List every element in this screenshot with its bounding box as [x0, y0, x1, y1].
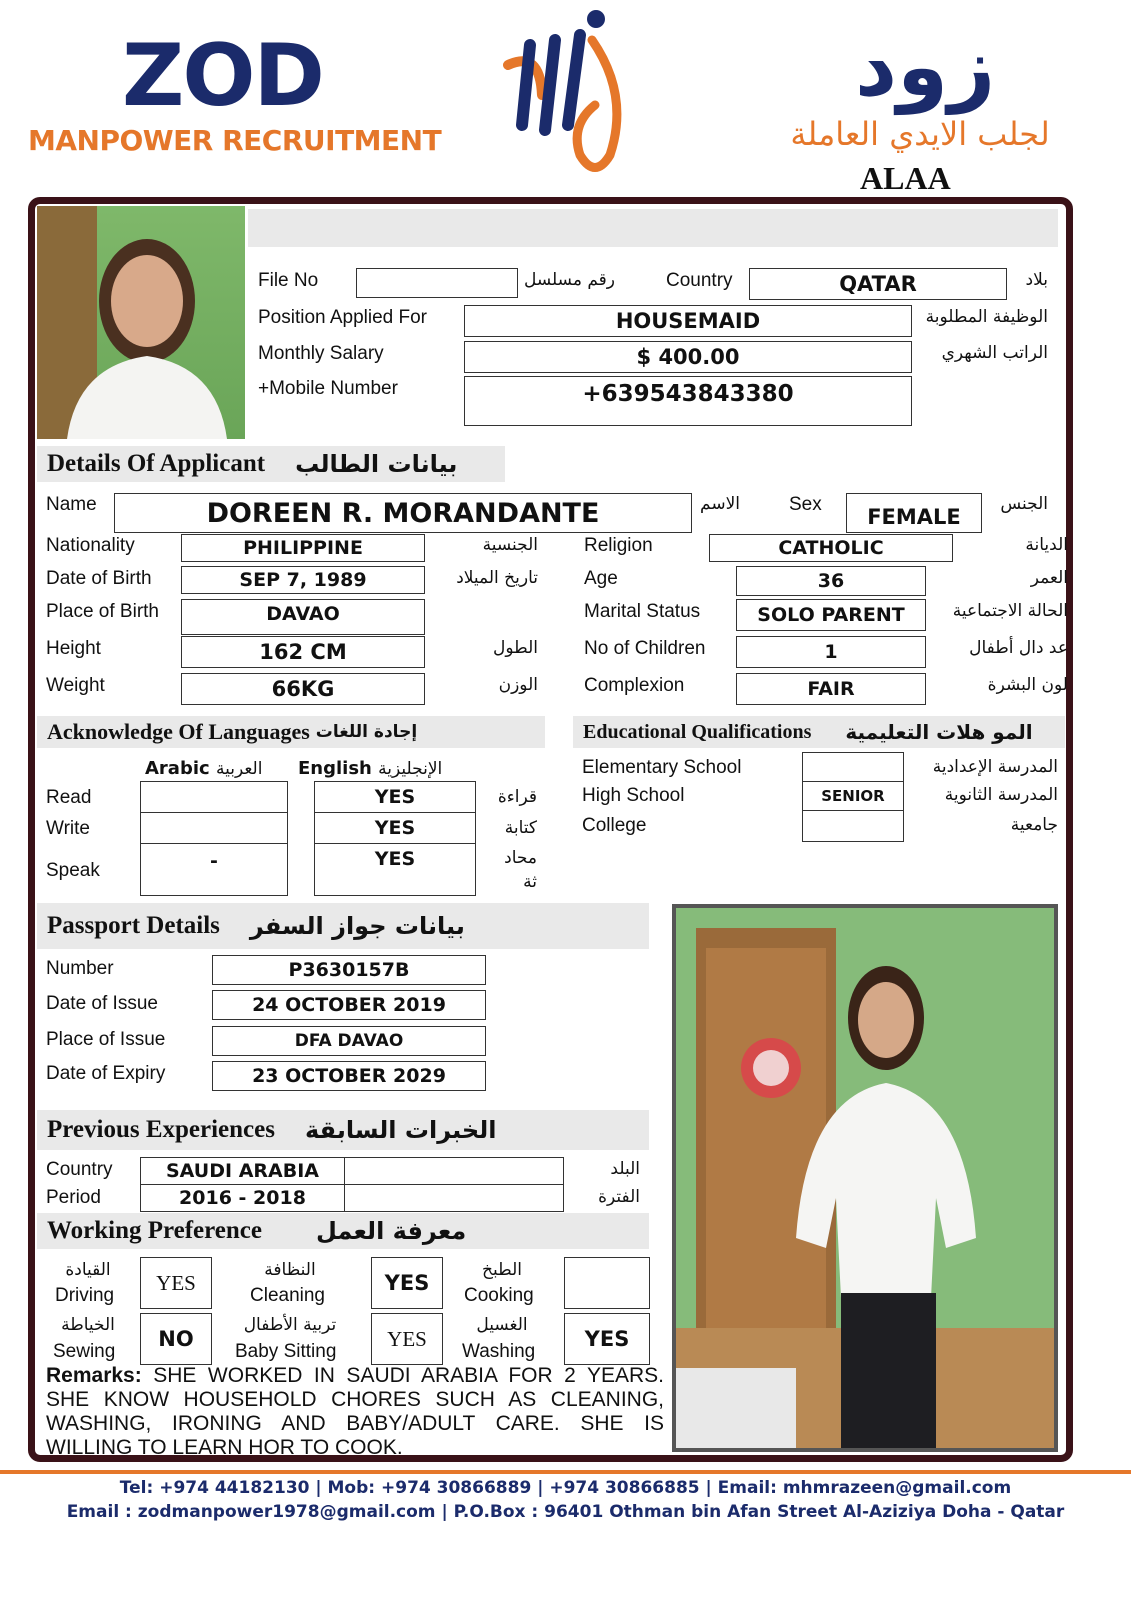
speak-label: Speak — [46, 860, 100, 881]
read-arabic-field — [140, 781, 288, 813]
remarks-block — [46, 1364, 664, 1460]
cleaning-arabic-label: النظافة — [264, 1260, 316, 1280]
write-arabic-label: كتابة — [504, 818, 537, 838]
baby-field: YES — [371, 1313, 443, 1365]
weight-field: 66KG — [181, 673, 425, 705]
weight-label: Weight — [46, 675, 105, 696]
washing-field: YES — [564, 1313, 650, 1365]
passport-section-header — [37, 903, 649, 949]
complexion-label: Complexion — [584, 675, 685, 696]
sex-label: Sex — [789, 494, 822, 515]
applicant-section-title-arabic: بيانات الطالب — [295, 450, 458, 478]
marital-arabic-label: الحالة الاجتماعية — [952, 601, 1068, 621]
washing-label: Washing — [462, 1341, 536, 1362]
experience-country-field: SAUDI ARABIA — [140, 1157, 345, 1185]
agent-name: ALAA — [860, 160, 951, 196]
experience-period-extra-field — [344, 1184, 564, 1212]
position-label: Position Applied For — [258, 307, 427, 328]
religion-field: CATHOLIC — [709, 534, 953, 562]
salary-field: $ 400.00 — [464, 341, 912, 373]
passport-expiry-field: 23 OCTOBER 2029 — [212, 1061, 486, 1091]
cooking-label: Cooking — [464, 1285, 534, 1306]
cleaning-label: Cleaning — [250, 1285, 325, 1306]
passport-expiry-label: Date of Expiry — [46, 1063, 166, 1084]
languages-section-title: Acknowledge Of Languages — [47, 719, 310, 744]
children-field: 1 — [736, 636, 926, 668]
sewing-field: NO — [140, 1313, 212, 1365]
english-column-header — [298, 758, 442, 779]
complexion-field: FAIR — [736, 673, 926, 705]
speak-arabic-field — [140, 843, 288, 896]
religion-arabic-label: الديانة — [1025, 535, 1068, 555]
write-arabic-field — [140, 812, 288, 844]
elementary-field — [802, 752, 904, 782]
age-arabic-label: العمر — [1030, 568, 1068, 588]
brand-emblem-icon — [500, 5, 640, 180]
passport-section-title-arabic: بيانات جواز السفر — [249, 912, 465, 940]
position-field: HOUSEMAID — [464, 305, 912, 337]
baby-label: Baby Sitting — [235, 1341, 337, 1362]
college-arabic-label: جامعية — [1010, 815, 1058, 835]
elementary-label: Elementary School — [582, 757, 742, 778]
write-label: Write — [46, 818, 90, 839]
preference-section-header — [37, 1213, 649, 1249]
write-english-field: YES — [314, 812, 476, 844]
pob-label: Place of Birth — [46, 601, 159, 622]
applicant-section-header — [37, 446, 505, 482]
driving-label: Driving — [55, 1285, 115, 1306]
footer-divider — [0, 1470, 1131, 1474]
brand-arabic-subtitle: لجلب الايدي العاملة — [790, 115, 1050, 153]
sewing-arabic-label: الخياطة — [61, 1315, 115, 1335]
experience-period-label: Period — [46, 1187, 101, 1208]
applicant-portrait-photo — [37, 206, 245, 439]
experience-period-arabic-label: الفترة — [598, 1187, 640, 1207]
languages-section-header — [37, 716, 545, 748]
read-label: Read — [46, 787, 92, 808]
high-arabic-label: المدرسة الثانوية — [944, 785, 1058, 805]
applicant-full-body-photo — [672, 904, 1058, 1452]
passport-number-field: P3630157B — [212, 955, 486, 985]
education-section-header — [573, 716, 1065, 748]
complexion-arabic-label: لون البشرة — [987, 675, 1068, 695]
experience-period-field: 2016 - 2018 — [140, 1184, 345, 1212]
file-no-field — [356, 268, 518, 298]
nationality-field: PHILIPPINE — [181, 534, 425, 562]
header-gray-bar — [248, 209, 1058, 247]
college-field — [802, 810, 904, 842]
salary-label: Monthly Salary — [258, 343, 384, 364]
country-field: QATAR — [749, 268, 1007, 300]
english-column-header-ar: الإنجليزية — [378, 759, 443, 779]
remarks-text: SHE WORKED IN SAUDI ARABIA FOR 2 YEARS. SHE KNOW HOUSEHOLD CHORES SUCH AS CLEANING, WASHING, IRONING AND BABY/ADULT CARE. SHE IS WILLING TO LEARN HOR TO COOK. — [46, 1364, 664, 1459]
high-field: SENIOR — [802, 781, 904, 811]
passport-section-title: Passport Details — [47, 912, 220, 939]
arabic-column-header — [145, 758, 262, 779]
marital-field: SOLO PARENT — [736, 599, 926, 631]
sex-arabic-label: الجنس — [1000, 494, 1048, 514]
remarks-label: Remarks: — [46, 1364, 142, 1387]
file-no-label: File No — [258, 270, 319, 291]
education-section-title-arabic: المو هلات التعليمية — [845, 720, 1033, 744]
age-field: 36 — [736, 566, 926, 596]
languages-section-title-arabic: إجادة اللغات — [315, 722, 418, 742]
college-label: College — [582, 815, 647, 836]
brand-subtitle: MANPOWER RECRUITMENT — [28, 124, 442, 157]
pob-value: DAVAO — [266, 603, 340, 625]
speak-english-field — [314, 843, 476, 896]
height-field: 162 CM — [181, 636, 425, 668]
arabic-column-header-en: Arabic — [145, 758, 210, 779]
name-label: Name — [46, 494, 97, 515]
height-arabic-label: الطول — [493, 638, 538, 658]
pob-field — [181, 599, 425, 635]
passport-number-label: Number — [46, 958, 114, 979]
mobile-value: +639543843380 — [582, 381, 794, 407]
driving-field: YES — [140, 1257, 212, 1309]
nationality-arabic-label: الجنسية — [482, 535, 538, 555]
brand-arabic-logo: زود — [855, 20, 996, 115]
religion-label: Religion — [584, 535, 653, 556]
name-arabic-label: الاسم — [700, 494, 740, 514]
country-label: Country — [666, 270, 733, 291]
read-english-field: YES — [314, 781, 476, 813]
weight-arabic-label: الوزن — [498, 675, 538, 695]
speak-arabic-label-2: ثة — [523, 872, 537, 892]
speak-english-value: YES — [374, 848, 416, 870]
cleaning-field: YES — [371, 1257, 443, 1309]
experience-section-title: Previous Experiences — [47, 1116, 275, 1143]
preference-section-title: Working Preference — [47, 1217, 262, 1244]
speak-arabic-value: - — [210, 850, 218, 872]
passport-issue-field: 24 OCTOBER 2019 — [212, 990, 486, 1020]
dob-label: Date of Birth — [46, 568, 152, 589]
arabic-column-header-ar: العربية — [215, 759, 263, 779]
dob-arabic-label: تاريخ الميلاد — [456, 568, 538, 588]
passport-issue-label: Date of Issue — [46, 993, 158, 1014]
speak-arabic-label-1: محاد — [504, 848, 537, 868]
children-label: No of Children — [584, 638, 706, 659]
elementary-arabic-label: المدرسة الإعدادية — [932, 757, 1058, 777]
experience-country-arabic-label: البلد — [610, 1159, 640, 1179]
name-field: DOREEN R. MORANDANTE — [114, 493, 692, 533]
experience-section-title-arabic: الخبرات السابقة — [304, 1116, 497, 1144]
dob-field: SEP 7, 1989 — [181, 566, 425, 594]
sex-field: FEMALE — [846, 493, 982, 533]
marital-label: Marital Status — [584, 601, 701, 622]
driving-arabic-label: القيادة — [65, 1260, 111, 1280]
passport-place-label: Place of Issue — [46, 1029, 166, 1050]
read-arabic-label: قراءة — [497, 787, 537, 807]
brand-logo-text: ZOD — [122, 26, 323, 126]
country-arabic-label: بلاد — [1025, 270, 1048, 290]
applicant-section-title: Details Of Applicant — [47, 450, 266, 477]
position-arabic-label: الوظيفة المطلوبة — [925, 307, 1048, 327]
sewing-label: Sewing — [53, 1341, 116, 1362]
height-label: Height — [46, 638, 101, 659]
cooking-arabic-label: الطبخ — [482, 1260, 522, 1280]
mobile-field — [464, 376, 912, 426]
high-label: High School — [582, 785, 685, 806]
washing-arabic-label: الغسيل — [476, 1315, 528, 1335]
preference-section-title-arabic: معرفة العمل — [316, 1217, 467, 1245]
cooking-field — [564, 1257, 650, 1309]
experience-country-label: Country — [46, 1159, 113, 1180]
footer-contact-line-2: Email : zodmanpower1978@gmail.com | P.O.Box : 96401 Othman bin Afan Street Al-Aziziya Doha - Qatar — [66, 1502, 1065, 1522]
baby-arabic-label: تربية الأطفال — [243, 1315, 337, 1335]
mobile-label: +Mobile Number — [258, 378, 398, 399]
footer-contact-line-1: Tel: +974 44182130 | Mob: +974 30866889 | +974 30866885 | Email: mhmrazeen@gmail.com — [119, 1478, 1012, 1498]
experience-country-extra-field — [344, 1157, 564, 1185]
children-arabic-label: عد دال أطفال — [969, 638, 1068, 658]
file-no-arabic-label: رقم مسلسل — [524, 270, 615, 290]
experience-section-header — [37, 1110, 649, 1150]
passport-place-field: DFA DAVAO — [212, 1026, 486, 1056]
age-label: Age — [584, 568, 618, 589]
education-section-title: Educational Qualifications — [583, 720, 812, 743]
salary-arabic-label: الراتب الشهري — [941, 343, 1048, 363]
english-column-header-en: English — [298, 758, 372, 779]
nationality-label: Nationality — [46, 535, 135, 556]
